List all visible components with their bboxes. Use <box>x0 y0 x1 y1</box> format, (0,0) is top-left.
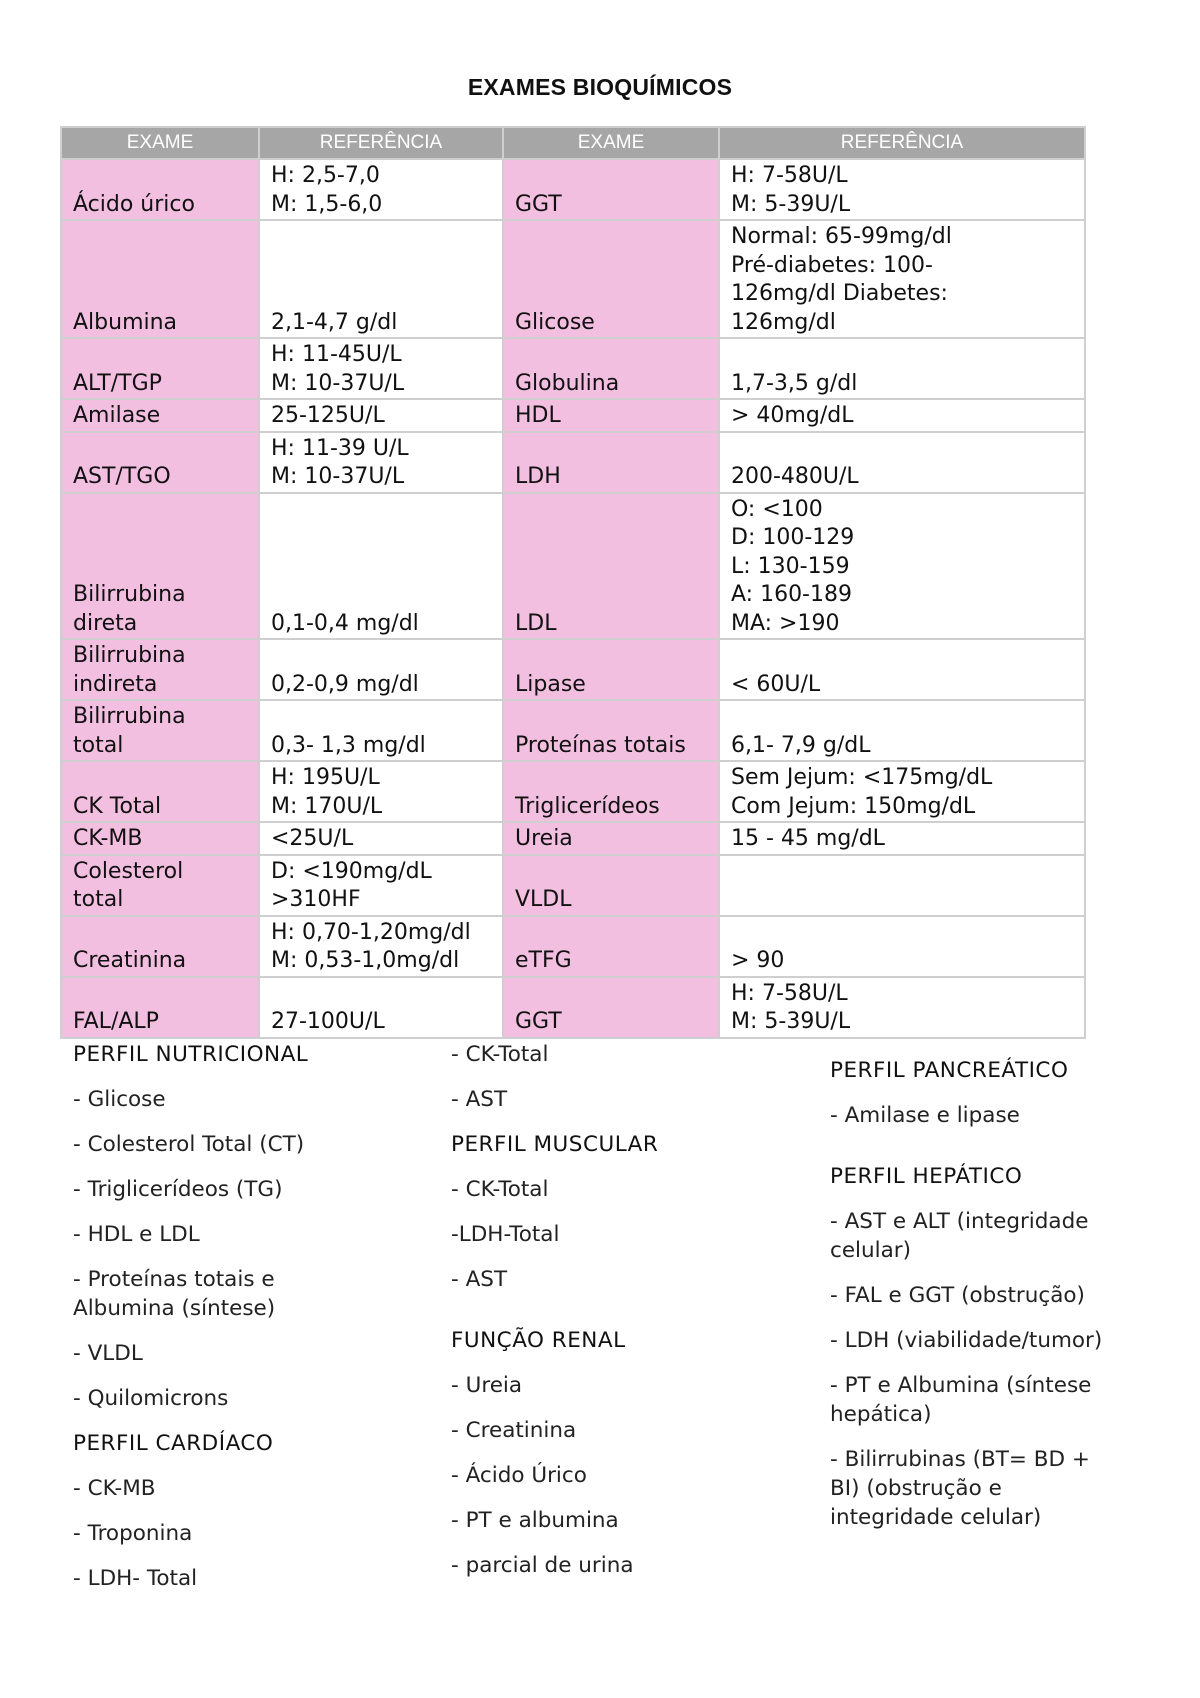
reference-value: 15 - 45 mg/dL <box>719 822 1085 855</box>
exam-name: GGT <box>503 977 719 1038</box>
profile-item: - PT e albumina <box>451 1508 619 1533</box>
exam-name: Creatinina <box>61 916 259 977</box>
table-row <box>61 855 1085 916</box>
exam-name: Colesterol total <box>61 855 259 916</box>
exam-name: Proteínas totais <box>503 700 719 761</box>
profile-item: - parcial de urina <box>451 1553 634 1578</box>
profile-item: - Proteínas totais e Albumina (síntese) <box>73 1267 276 1321</box>
table-row <box>61 700 1085 761</box>
reference-value: D: <190mg/dL >310HF <box>259 855 503 916</box>
exam-name: Bilirrubina total <box>61 700 259 761</box>
reference-value: H: 7-58U/L M: 5-39U/L <box>719 159 1085 220</box>
profiles-column-3 <box>830 1040 1200 1548</box>
reference-value: H: 11-45U/L M: 10-37U/L <box>259 338 503 399</box>
reference-value: Sem Jejum: <175mg/dL Com Jejum: 150mg/dL <box>719 761 1085 822</box>
exam-name: Ureia <box>503 822 719 855</box>
reference-value: 0,3- 1,3 mg/dl <box>259 700 503 761</box>
profile-item: - CK-Total <box>451 1177 549 1202</box>
table-header-row <box>61 127 1085 159</box>
exam-name: Bilirrubina indireta <box>61 639 259 700</box>
header-exame-1: EXAME <box>61 127 259 159</box>
header-referencia-1: REFERÊNCIA <box>259 127 503 159</box>
reference-value: H: 7-58U/L M: 5-39U/L <box>719 977 1085 1038</box>
exam-name: Bilirrubina direta <box>61 493 259 640</box>
table-row <box>61 432 1085 493</box>
profile-item: - AST <box>451 1087 508 1112</box>
header-referencia-2: REFERÊNCIA <box>719 127 1085 159</box>
profile-heading: PERFIL HEPÁTICO <box>830 1164 1023 1189</box>
exam-name: VLDL <box>503 855 719 916</box>
spacer <box>451 1310 821 1326</box>
profile-heading: PERFIL CARDÍACO <box>73 1431 274 1456</box>
exam-name: CK Total <box>61 761 259 822</box>
table-row <box>61 493 1085 640</box>
profiles-column-1 <box>73 1040 443 1609</box>
profile-item: - CK-Total <box>451 1042 549 1067</box>
profile-item: - Colesterol Total (CT) <box>73 1132 305 1157</box>
reference-value: 1,7-3,5 g/dl <box>719 338 1085 399</box>
profile-heading: PERFIL MUSCULAR <box>451 1132 659 1157</box>
profile-item: - FAL e GGT (obstrução) <box>830 1283 1085 1308</box>
profile-item: - LDH (viabilidade/tumor) <box>830 1328 1103 1353</box>
exam-name: Triglicerídeos <box>503 761 719 822</box>
profile-heading: PERFIL NUTRICIONAL <box>73 1042 309 1067</box>
reference-value <box>719 855 1085 916</box>
table-row <box>61 220 1085 338</box>
exam-name: AST/TGO <box>61 432 259 493</box>
profile-item: - VLDL <box>73 1341 143 1366</box>
spacer <box>830 1146 1200 1162</box>
reference-value: Normal: 65-99mg/dl Pré-diabetes: 100- 126mg/dl Diabetes: 126mg/dl <box>719 220 1085 338</box>
profile-heading: FUNÇÃO RENAL <box>451 1328 626 1353</box>
reference-value: H: 195U/L M: 170U/L <box>259 761 503 822</box>
table-row <box>61 639 1085 700</box>
exam-name: Albumina <box>61 220 259 338</box>
exam-name: eTFG <box>503 916 719 977</box>
profile-heading: PERFIL PANCREÁTICO <box>830 1058 1069 1083</box>
profile-item: - AST e ALT (integridade celular) <box>830 1209 1089 1263</box>
table-row <box>61 916 1085 977</box>
header-exame-2: EXAME <box>503 127 719 159</box>
exam-name: Lipase <box>503 639 719 700</box>
exam-name: ALT/TGP <box>61 338 259 399</box>
profile-item: - Bilirrubinas (BT= BD + BI) (obstrução e integridade celular) <box>830 1447 1090 1530</box>
reference-value: H: 11-39 U/L M: 10-37U/L <box>259 432 503 493</box>
reference-value: 0,2-0,9 mg/dl <box>259 639 503 700</box>
profile-item: - CK-MB <box>73 1476 156 1501</box>
exam-name: Globulina <box>503 338 719 399</box>
exam-name: LDL <box>503 493 719 640</box>
exam-name: FAL/ALP <box>61 977 259 1038</box>
exam-name: HDL <box>503 399 719 432</box>
reference-value: 2,1-4,7 g/dl <box>259 220 503 338</box>
table-row <box>61 159 1085 220</box>
profile-item: - AST <box>451 1267 508 1292</box>
exam-name: GGT <box>503 159 719 220</box>
exam-name: CK-MB <box>61 822 259 855</box>
reference-value: 6,1- 7,9 g/dL <box>719 700 1085 761</box>
profile-item: - Troponina <box>73 1521 193 1546</box>
exam-name: Glicose <box>503 220 719 338</box>
table-row <box>61 761 1085 822</box>
profile-item: - Ureia <box>451 1373 523 1398</box>
spacer <box>830 1040 1200 1056</box>
exams-table <box>60 126 1086 1039</box>
reference-value: 0,1-0,4 mg/dl <box>259 493 503 640</box>
reference-value: 27-100U/L <box>259 977 503 1038</box>
profile-item: - Creatinina <box>451 1418 577 1443</box>
profile-item: - Ácido Úrico <box>451 1463 587 1488</box>
profile-item: - Quilomicrons <box>73 1386 229 1411</box>
profile-item: -LDH-Total <box>451 1222 560 1247</box>
reference-value: 200-480U/L <box>719 432 1085 493</box>
table-row <box>61 977 1085 1038</box>
reference-value: > 90 <box>719 916 1085 977</box>
profile-item: - Glicose <box>73 1087 166 1112</box>
reference-value: > 40mg/dL <box>719 399 1085 432</box>
exam-name: Ácido úrico <box>61 159 259 220</box>
profile-item: - Amilase e lipase <box>830 1103 1020 1128</box>
reference-value: 25-125U/L <box>259 399 503 432</box>
profile-item: - PT e Albumina (síntese hepática) <box>830 1373 1092 1427</box>
table-row <box>61 822 1085 855</box>
profiles-column-2 <box>451 1040 821 1596</box>
profile-item: - Triglicerídeos (TG) <box>73 1177 283 1202</box>
table-row <box>61 338 1085 399</box>
reference-value: O: <100 D: 100-129 L: 130-159 A: 160-189 MA: >190 <box>719 493 1085 640</box>
reference-value: H: 0,70-1,20mg/dl M: 0,53-1,0mg/dl <box>259 916 503 977</box>
reference-value: < 60U/L <box>719 639 1085 700</box>
profile-item: - HDL e LDL <box>73 1222 200 1247</box>
page-title: EXAMES BIOQUÍMICOS <box>467 74 733 100</box>
profile-item: - LDH- Total <box>73 1566 198 1591</box>
table-row <box>61 399 1085 432</box>
exam-name: Amilase <box>61 399 259 432</box>
reference-value: <25U/L <box>259 822 503 855</box>
exam-name: LDH <box>503 432 719 493</box>
reference-value: H: 2,5-7,0 M: 1,5-6,0 <box>259 159 503 220</box>
